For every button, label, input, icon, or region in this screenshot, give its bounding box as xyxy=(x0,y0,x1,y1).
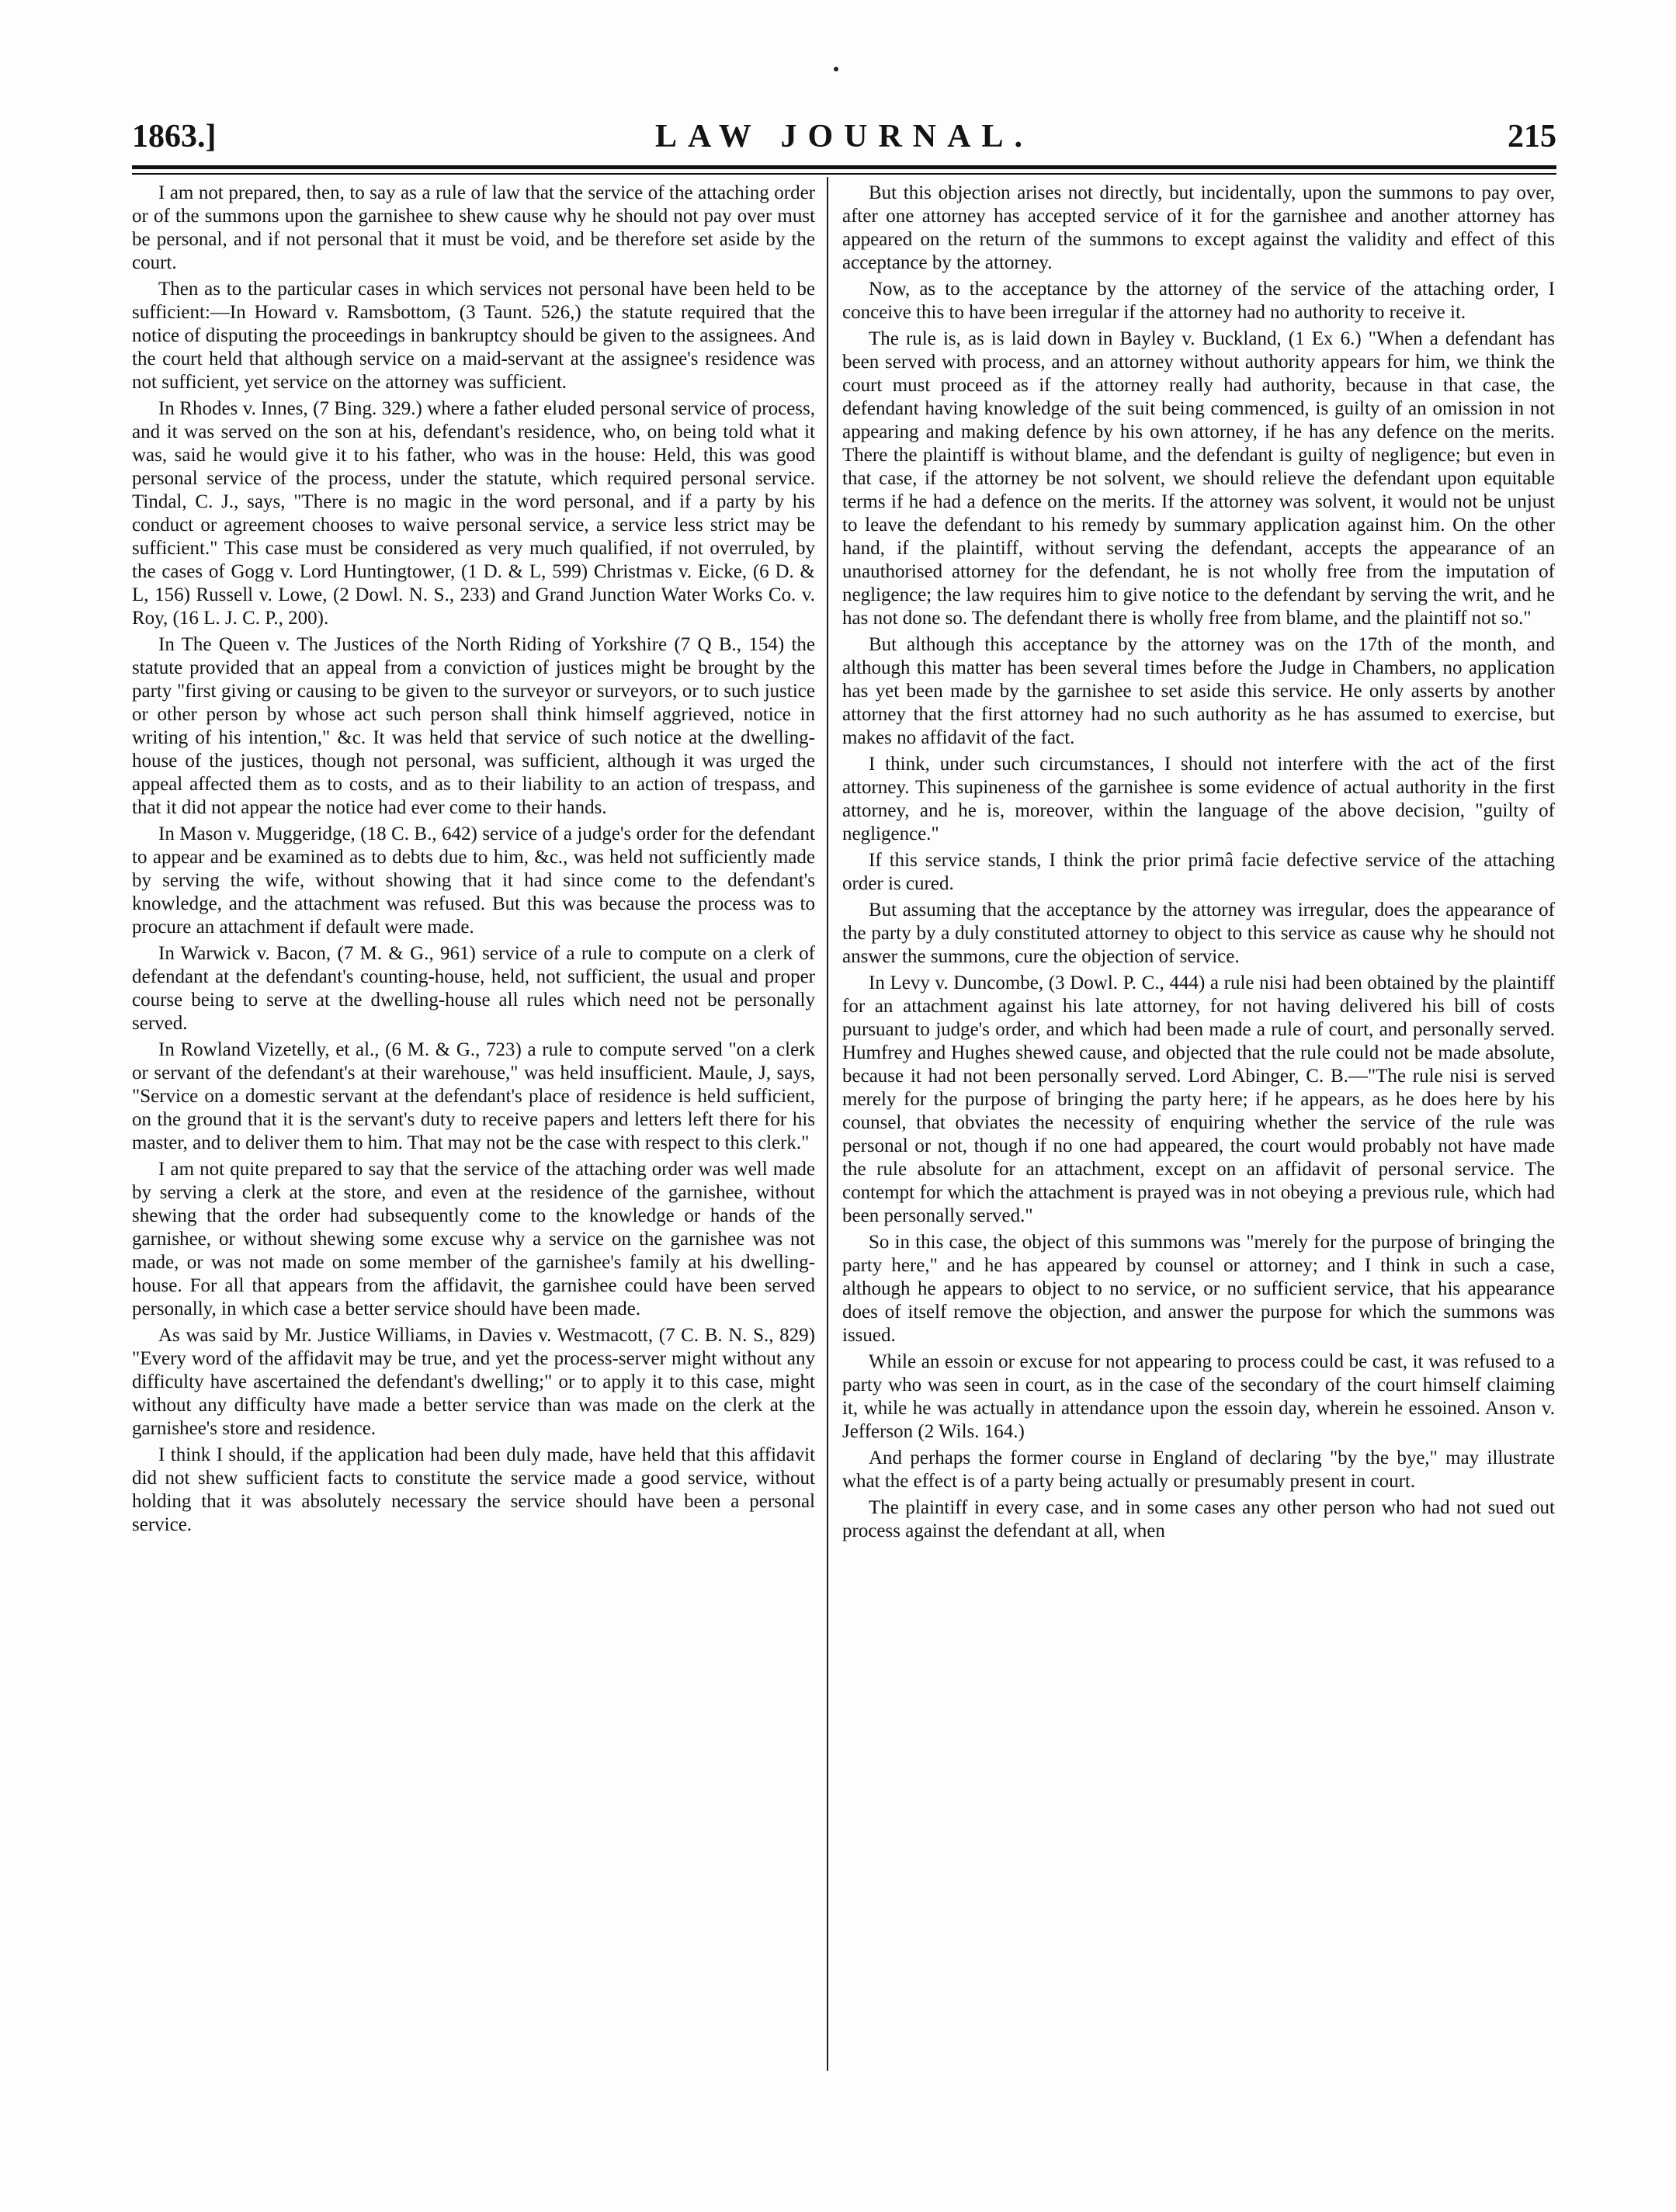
right-column xyxy=(842,182,1555,2075)
right-paragraph: So in this case, the object of this summons was "merely for the purpose of bringing the party here," and he has appeared by counsel or attorney; and I think in such a case, although he appears to object to no service, or no sufficient service, that his appearance does of itself remove the objection, and answer the purpose for which the summons was issued. xyxy=(842,1232,1555,1346)
print-speck xyxy=(834,67,838,71)
left-column xyxy=(132,182,815,2075)
left-paragraph: In Warwick v. Bacon, (7 M. & G., 961) service of a rule to compute on a clerk of defendant at the defendant's counting-house, held, not sufficient, the usual and proper course being to serve at the dwelling-house all rules which need not be personally served. xyxy=(132,943,815,1034)
right-paragraph: And perhaps the former course in England of declaring "by the bye," may illustrate what the effect is of a party being actually or presumably present in court. xyxy=(842,1448,1555,1492)
left-paragraph: I am not prepared, then, to say as a rule of law that the service of the attaching order or of the summons upon the garnishee to shew cause why he should not pay over must be personal, and if not personal that it must be void, and be therefore set aside by the court. xyxy=(132,182,815,273)
running-head xyxy=(132,115,1556,161)
right-paragraph: But although this acceptance by the attorney was on the 17th of the month, and although this matter has been several times before the Judge in Chambers, no application has yet been made by the garnishee to set aside this service. He only asserts by another attorney that the first attorney had no such authority as he has assumed to exercise, but makes no affidavit of the fact. xyxy=(842,634,1555,748)
journal-title: LAW JOURNAL. xyxy=(655,119,1033,154)
left-paragraph: I am not quite prepared to say that the service of the attaching order was well made by serving a clerk at the store, and even at the residence of the garnishee, without shewing that the order had subsequently come to the knowledge or hands of the garnishee, or without shewing some excuse why a service on the garnishee was not made, or was not made on some member of the garnishee's family at his dwelling-house. For all that appears from the affidavit, the garnishee could have been served personally, in which case a better service should have been made. xyxy=(132,1159,815,1319)
left-paragraph: In The Queen v. The Justices of the North Riding of Yorkshire (7 Q B., 154) the statute provided that an appeal from a conviction of justices might be brought by the party "first giving or causing to be given to the surveyor or surveyors, or to such justice or other person by whose act such person shall think himself aggrieved, notice in writing of his intention," &c. It was held that service of such notice at the dwelling-house of the justices, though not personal, was sufficient, although it was urged the appeal affected them as to costs, and as to their liability to an action of trespass, and that it did not appear the notice had ever come to their hands. xyxy=(132,634,815,818)
page-number: 215 xyxy=(1508,119,1556,154)
right-paragraph: The plaintiff in every case, and in some cases any other person who had not sued out process against the defendant at all, when xyxy=(842,1497,1555,1541)
right-paragraph: Now, as to the acceptance by the attorney of the service of the attaching order, I conceive this to have been irregular if the attorney had no authority to receive it. xyxy=(842,279,1555,323)
header-rule-thick xyxy=(132,165,1556,169)
left-paragraph: In Rhodes v. Innes, (7 Bing. 329.) where a father eluded personal service of process, and it was served on the son at his, defendant's residence, who, on being told what it was, said he would give it to his father, who was in the house: Held, this was good personal service of the process, under the statute, which required personal service. Tindal, C. J., says, "There is no magic in the word personal, and if a party by his conduct or agreement chooses to waive personal service, a service less strict may be sufficient." This case must be considered as very much qualified, if not overruled, by the cases of Gogg v. Lord Huntingtower, (1 D. & L, 599) Christmas v. Eicke, (6 D. & L, 156) Russell v. Lowe, (2 Dowl. N. S., 233) and Grand Junction Water Works Co. v. Roy, (16 L. J. C. P., 200). xyxy=(132,398,815,629)
left-paragraph: I think I should, if the application had been duly made, have held that this affidavit did not shew sufficient facts to constitute the service made a good service, without holding that it was absolutely necessary the service should have been a personal service. xyxy=(132,1444,815,1535)
left-paragraph: Then as to the particular cases in which services not personal have been held to be sufficient:—In Howard v. Ramsbottom, (3 Taunt. 526,) the statute required that the notice of disputing the proceedings in bankruptcy should be given to the assignees. And the court held that although service on a maid-servant at the assignee's residence was not sufficient, yet service on the attorney was sufficient. xyxy=(132,279,815,393)
header-rule-thin xyxy=(132,173,1556,175)
column-divider xyxy=(827,177,828,2071)
left-paragraph: In Mason v. Muggeridge, (18 C. B., 642) service of a judge's order for the defendant to appear and be examined as to debts due to him, &c., was held not sufficiently made by serving the wife, without showing that it had since come to the defendant's knowledge, and the attachment was refused. But this was because the process was to procure an attachment if default were made. xyxy=(132,823,815,938)
right-paragraph: I think, under such circumstances, I should not interfere with the act of the first attorney. This supineness of the garnishee is some evidence of actual authority in the first attorney, and he is, moreover, within the language of the above decision, "guilty of negligence." xyxy=(842,754,1555,844)
right-paragraph: If this service stands, I think the prior primâ facie defective service of the attaching order is cured. xyxy=(842,850,1555,894)
header-year: 1863.] xyxy=(132,119,217,154)
right-paragraph: The rule is, as is laid down in Bayley v. Buckland, (1 Ex 6.) "When a defendant has been served with process, and an attorney without authority appears for him, we think the court must proceed as if the attorney really had authority, because in that case, the defendant having knowledge of the suit being commenced, is guilty of an omission in not appearing and making defence by his own attorney, if he has any defence on the merits. There the plaintiff is without blame, and the defendant is guilty of negligence; but even in that case, if the attorney be not solvent, we should relieve the defendant upon equitable terms if he had a defence on the merits. If the attorney was solvent, it would not be unjust to leave the defendant to his remedy by summary application against him. On the other hand, if the plaintiff, without serving the defendant, accepts the appearance of an unauthorised attorney for the defendant, he is not wholly free from the imputation of negligence; the law requires him to give notice to the defendant by serving the writ, and he has not done so. The defendant there is wholly free from blame, and the plaintiff not so." xyxy=(842,328,1555,629)
right-paragraph: While an essoin or excuse for not appearing to process could be cast, it was refused to a party who was seen in court, as in the case of the secondary of the court himself claiming it, while he was actually in attendance upon the essoin day, wherein he essoined. Anson v. Jefferson (2 Wils. 164.) xyxy=(842,1351,1555,1442)
right-paragraph: But this objection arises not directly, but incidentally, upon the summons to pay over, after one attorney has accepted service of it for the garnishee and another attorney has appeared on the return of the summons to except against the validity and effect of this acceptance by the attorney. xyxy=(842,182,1555,273)
left-paragraph: As was said by Mr. Justice Williams, in Davies v. Westmacott, (7 C. B. N. S., 829) "Every word of the affidavit may be true, and yet the process-server might without any difficulty have ascertained the defendant's dwelling;" or to apply it to this case, might without any difficulty have made a better service than was made on the clerk at the garnishee's store and residence. xyxy=(132,1325,815,1439)
left-paragraph: In Rowland Vizetelly, et al., (6 M. & G., 723) a rule to compute served "on a clerk or servant of the defendant's at their warehouse," was held insufficient. Maule, J, says, "Service on a domestic servant at the defendant's place of residence is held sufficient, on the ground that it is the servant's duty to receive papers and letters left there for his master, and to deliver them to him. That may not be the case with respect to this clerk." xyxy=(132,1039,815,1153)
right-paragraph: In Levy v. Duncombe, (3 Dowl. P. C., 444) a rule nisi had been obtained by the plaintiff for an attachment against his late attorney, for not having delivered his bill of costs pursuant to judge's order, and which had been made a rule of court, and personally served. Humfrey and Hughes shewed cause, and objected that the rule could not be made absolute, because it had not been personally served. Lord Abinger, C. B.—"The rule nisi is served merely for the purpose of bringing the party here; if he appears, as he does here by his counsel, that obviates the necessity of enquiring whether the service of the rule was personal or not, though if no one had appeared, the court would probably not have made the rule absolute for an attachment, except on an affidavit of personal service. The contempt for which the attachment is prayed was in not obeying a previous rule, which had been personally served." xyxy=(842,973,1555,1226)
right-paragraph: But assuming that the acceptance by the attorney was irregular, does the appearance of the party by a duly constituted attorney to object to this service as cause why he should not answer the summons, cure the objection of service. xyxy=(842,900,1555,967)
